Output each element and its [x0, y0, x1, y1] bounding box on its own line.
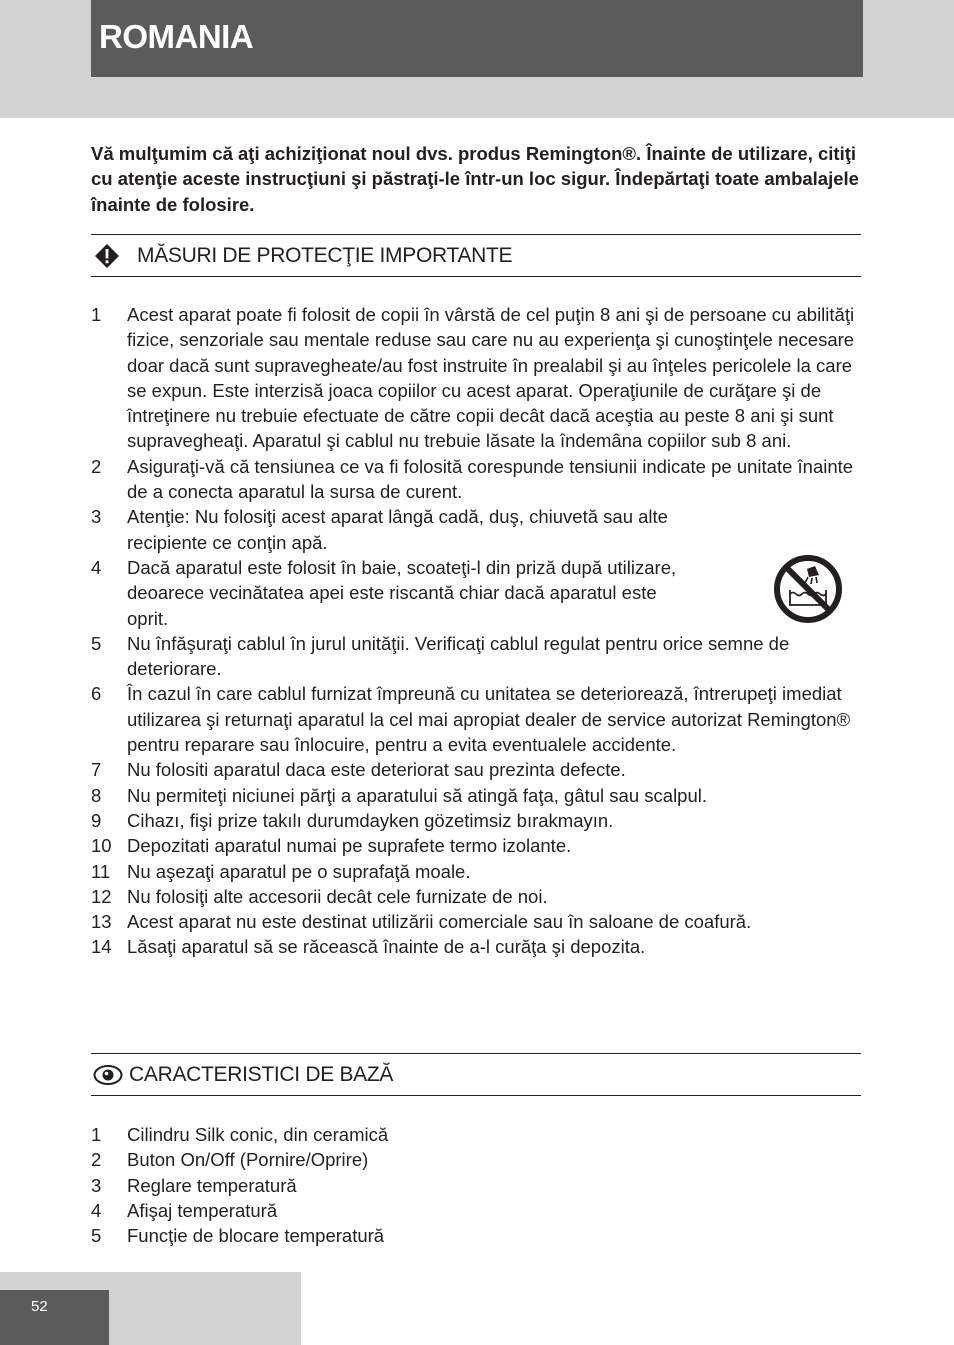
- page-number-box: [0, 1290, 109, 1345]
- item-number: 13: [91, 911, 112, 933]
- item-text: Atenţie: Nu folosiţi acest aparat lângă cadă, duş, chiuvetă sau alte recipiente ce conţin apă.: [127, 506, 668, 553]
- item-text: Afişaj temperatură: [127, 1199, 278, 1221]
- list-item: [91, 1147, 863, 1172]
- item-number: 14: [91, 936, 112, 958]
- section-title: MĂSURI DE PROTECŢIE IMPORTANTE: [137, 243, 513, 267]
- list-item: [91, 302, 863, 454]
- list-item: [91, 681, 863, 757]
- item-number: 11: [91, 860, 111, 882]
- item-number: 2: [91, 455, 102, 477]
- features-list: [91, 1122, 863, 1248]
- list-item: [91, 808, 863, 833]
- list-item: [91, 1173, 863, 1198]
- item-number: 5: [91, 632, 102, 654]
- item-number: 2: [91, 1149, 102, 1171]
- item-text: Nu folositi aparatul daca este deteriorat sau prezinta defecte.: [127, 759, 626, 781]
- item-text: Nu permiteţi niciunei părţi a aparatului să atingă faţa, gâtul sau scalpul.: [127, 784, 708, 806]
- title-banner: [91, 0, 863, 77]
- item-number: 3: [91, 506, 102, 528]
- list-item: [91, 833, 863, 858]
- item-text: Lăsaţi aparatul să se răcească înainte de a-l curăţa şi depozita.: [127, 936, 646, 958]
- item-number: 3: [91, 1174, 102, 1196]
- item-number: 1: [91, 1124, 102, 1145]
- item-text: Nu înfăşuraţi cablul în jurul unităţii. Verificaţi cablul regulat pentru orice semne de deteriorare.: [127, 632, 790, 680]
- item-number: 8: [91, 784, 102, 806]
- item-text: Nu aşezaţi aparatul pe o suprafaţă moale.: [127, 860, 471, 882]
- item-number: 4: [91, 556, 102, 578]
- item-number: 6: [91, 683, 102, 705]
- warning-icon: [93, 243, 121, 269]
- list-item: [91, 631, 863, 682]
- item-number: 7: [91, 759, 102, 781]
- list-item: [91, 884, 863, 909]
- item-number: 12: [91, 885, 112, 907]
- item-text: Nu folosiţi alte accesorii decât cele furnizate de noi.: [127, 885, 548, 907]
- list-item: [91, 757, 863, 782]
- list-item: [91, 909, 863, 934]
- item-text: Funcţie de blocare temperatură: [127, 1225, 385, 1247]
- item-text: Acest aparat poate fi folosit de copii în vârstă de cel puţin 8 ani şi de persoane cu abilităţi fizice, senzoriale sau mentale reduse sau care nu au experienţa şi cunoştinţele necesare doar dacă sunt supravegheate/au fost instruite în prealabil şi au înţeles pericolele la care se expun. Este interzisă joaca copiilor cu acest aparat. Operaţiunile de curăţare şi de întreţinere nu trebuie efectuate de către copii decât dacă aceştia au peste 8 ani şi sunt supravegheaţi. Aparatul şi cablul nu trebuie lăsate la îndemâna copiilor sub 8 ani.: [127, 304, 855, 452]
- item-text: În cazul în care cablul furnizat împreună cu unitatea se deteriorează, întrerupeţi imediat utilizarea şi returnaţi aparatul la cel mai apropiat dealer de service autorizat Remington® pentru reparare sau înlocuire, pentru a evita eventualele accidente.: [127, 683, 851, 756]
- section-heading-features: [91, 1053, 861, 1096]
- item-text: Dacă aparatul este folosit în baie, scoateţi-l din priză după utilizare, deoarece vecinătatea apei este riscantă chiar dacă aparatul este oprit.: [127, 556, 677, 629]
- section-title: CARACTERISTICI DE BAZĂ: [129, 1062, 394, 1086]
- item-number: 4: [91, 1199, 102, 1221]
- section-heading-safety: [91, 234, 861, 277]
- page-title: ROMANIA: [99, 18, 254, 55]
- item-text: Buton On/Off (Pornire/Oprire): [127, 1149, 369, 1171]
- item-number: 1: [91, 304, 102, 325]
- list-item: [91, 504, 863, 555]
- list-item: [91, 934, 863, 959]
- item-text: Asiguraţi-vă că tensiunea ce va fi folosită corespunde tensiunii indicate pe unitate înainte de a conecta aparatul la sursa de curent.: [127, 455, 854, 503]
- list-item: [91, 1223, 863, 1248]
- safety-list: [91, 302, 863, 960]
- list-item: [91, 454, 863, 505]
- eye-icon: [93, 1064, 123, 1086]
- list-item: [91, 783, 863, 808]
- item-text: Cilindru Silk conic, din ceramică: [127, 1124, 389, 1145]
- list-item: [91, 859, 863, 884]
- item-text: Depozitati aparatul numai pe suprafete termo izolante.: [127, 835, 572, 857]
- list-item: [91, 555, 863, 631]
- no-water-bath-icon: [772, 553, 844, 625]
- list-item: [91, 1198, 863, 1223]
- list-item: [91, 1122, 863, 1147]
- item-text: Cihazı, fişi prize takılı durumdayken gözetimsiz bırakmayın.: [127, 809, 614, 831]
- item-number: 9: [91, 809, 102, 831]
- item-number: 5: [91, 1225, 102, 1247]
- item-text: Reglare temperatură: [127, 1174, 297, 1196]
- item-text: Acest aparat nu este destinat utilizării comerciale sau în saloane de coafură.: [127, 911, 752, 933]
- intro-paragraph: Vă mulţumim că aţi achiziţionat noul dvs. produs Remington®. Înainte de utilizare, citiţi cu atenţie aceste instrucţiuni şi păstraţi-le într-un loc sigur. Îndepărtaţi toate ambalajele înainte de folosire.: [91, 143, 859, 215]
- page-number: 52: [31, 1298, 48, 1315]
- item-number: 10: [91, 835, 112, 857]
